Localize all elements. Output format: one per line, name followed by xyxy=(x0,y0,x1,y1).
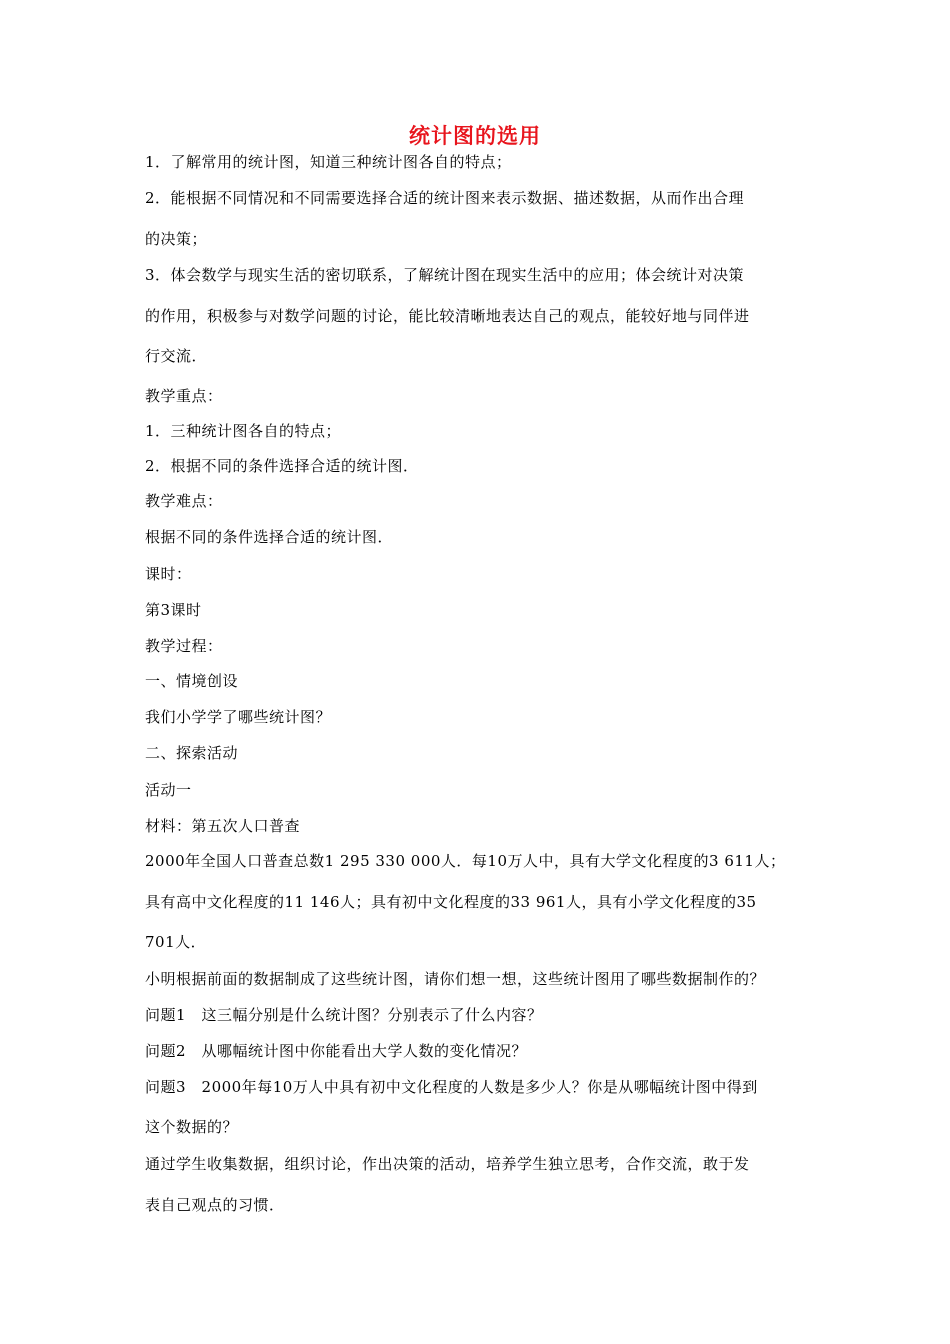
chart-prompt: 小明根据前面的数据制成了这些统计图，请你们想一想，这些统计图用了哪些数据制作的？ xyxy=(145,970,766,988)
question-2: 问题2 从哪幅统计图中你能看出大学人数的变化情况？ xyxy=(145,1042,528,1060)
difficulty-heading: 教学难点： xyxy=(145,492,223,510)
census-line-2: 具有高中文化程度的11 146人；具有初中文化程度的33 961人，具有小学文化程度的35 xyxy=(145,893,757,911)
question-3-cont: 这个数据的？ xyxy=(145,1118,239,1136)
process-heading: 教学过程： xyxy=(145,637,223,655)
objective-line-3: 3．体会数学与现实生活的密切联系，了解统计图在现实生活中的应用；体会统计对决策 xyxy=(145,266,745,284)
key-point-1: 1．三种统计图各自的特点； xyxy=(145,422,342,440)
objective-line-2: 2．能根据不同情况和不同需要选择合适的统计图来表示数据、描述数据，从而作出合理 xyxy=(145,189,745,207)
objective-line-2-cont: 的决策； xyxy=(145,230,208,248)
census-line-3: 701人． xyxy=(145,933,207,951)
census-line-1: 2000年全国人口普查总数1 295 330 000人．每10万人中，具有大学文化程度的3 611人； xyxy=(145,852,786,870)
activity-1-heading: 活动一 xyxy=(145,781,192,799)
key-points-heading: 教学重点： xyxy=(145,387,223,405)
material-heading: 材料：第五次人口普查 xyxy=(145,817,301,835)
question-3: 问题3 2000年每10万人中具有初中文化程度的人数是多少人？你是从哪幅统计图中得到 xyxy=(145,1078,758,1096)
section-2-heading: 二、探索活动 xyxy=(145,744,239,762)
key-point-2: 2．根据不同的条件选择合适的统计图． xyxy=(145,457,419,475)
objective-line-3-cont-1: 的作用，积极参与对数学问题的讨论，能比较清晰地表达自己的观点，能较好地与同伴进 xyxy=(145,307,750,325)
summary-line-2: 表自己观点的习惯． xyxy=(145,1196,285,1214)
document-title: 统计图的选用 xyxy=(409,124,541,148)
lesson-time-value: 第3课时 xyxy=(145,601,202,619)
objective-line-3-cont-2: 行交流． xyxy=(145,347,208,365)
lesson-time-heading: 课时： xyxy=(145,565,192,583)
question-1: 问题1 这三幅分别是什么统计图？分别表示了什么内容？ xyxy=(145,1006,543,1024)
section-1-question: 我们小学学了哪些统计图？ xyxy=(145,708,332,726)
summary-line-1: 通过学生收集数据，组织讨论，作出决策的活动，培养学生独立思考，合作交流，敢于发 xyxy=(145,1155,750,1173)
objective-line-1: 1．了解常用的统计图，知道三种统计图各自的特点； xyxy=(145,153,512,171)
difficulty-text: 根据不同的条件选择合适的统计图． xyxy=(145,528,394,546)
section-1-heading: 一、情境创设 xyxy=(145,672,239,690)
